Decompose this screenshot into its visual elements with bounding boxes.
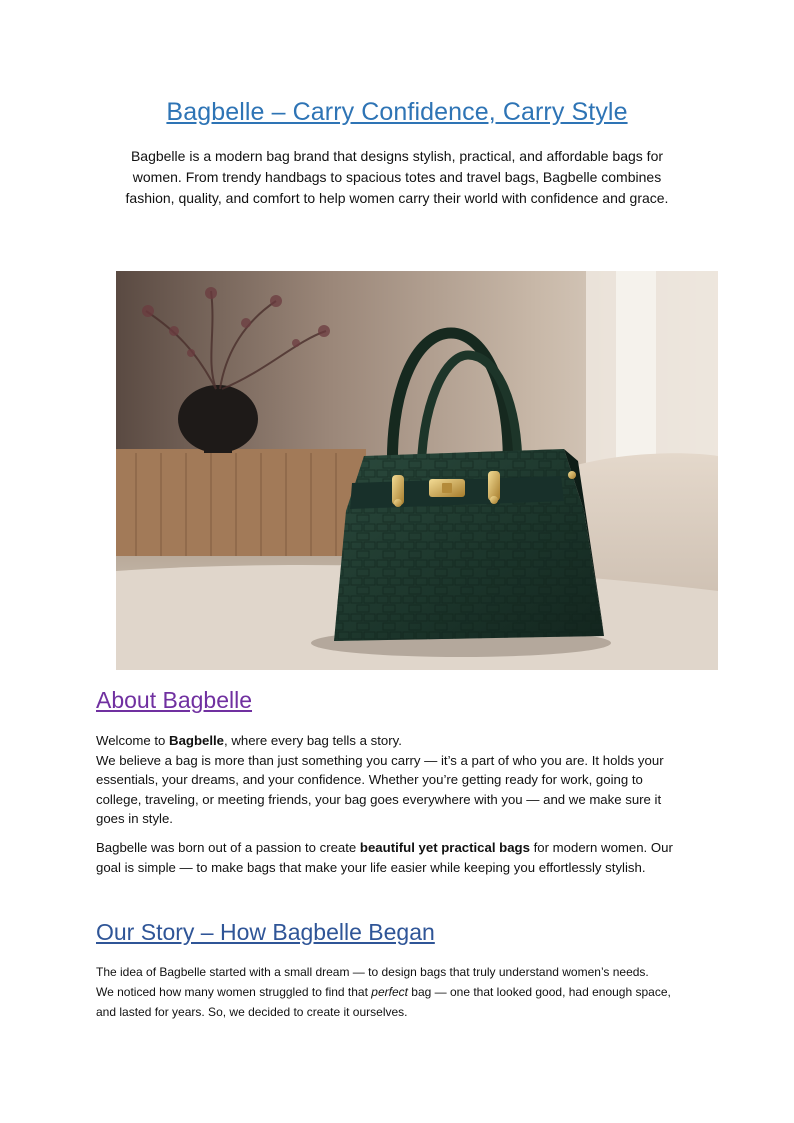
intro-line: women. From trendy handbags to spacious totes and travel bags, Bagbelle combines [132,169,662,185]
story-line: The idea of Bagbelle started with a small dream — to design bags that truly understand women’s needs. [96,965,649,979]
about-paragraph-2 [96,838,698,877]
intro-line: fashion, quality, and comfort to help women carry their world with confidence and grace. [125,190,669,206]
about-line [96,731,698,751]
intro-line: Bagbelle is a modern bag brand that designs stylish, practical, and affordable bags for [130,148,664,164]
about-heading: About Bagbelle [96,687,253,713]
about-line: We believe a bag is more than just something you carry — it’s a part of who you are. It holds your [96,752,664,768]
story-paragraph [96,962,706,1022]
about-line: goes in style. [96,811,173,826]
emphasis-italic: perfect [371,985,408,999]
about-text: , where every bag tells a story. [224,733,402,748]
about-text: Bagbelle was born out of a passion to create [96,840,360,855]
story-text: We noticed how many women struggled to find that [96,985,372,999]
story-line [96,982,706,1002]
hero-handbag-image [116,271,718,670]
about-line [96,838,698,858]
about-text: for modern women. Our [529,840,673,855]
brand-name-bold: Bagbelle [169,733,225,748]
about-line: goal is simple — to make bags that make your life easier while keeping you effortlessly stylish. [96,859,646,875]
about-line: college, traveling, or meeting friends, your bag goes everywhere with you — and we make sure it [96,791,662,807]
intro-paragraph [100,146,694,209]
story-heading: Our Story – How Bagbelle Began [96,919,435,945]
about-line: essentials, your dreams, and your confidence. Whether you’re getting ready for work, going to [96,772,643,787]
emphasis-bold: beautiful yet practical bags [359,840,530,855]
page-title: Bagbelle – Carry Confidence, Carry Style [166,98,628,126]
about-paragraph-1 [96,731,698,829]
about-text: Welcome to [96,733,170,748]
story-line: and lasted for years. So, we decided to create it ourselves. [96,1005,408,1019]
story-text: bag — one that looked good, had enough space, [407,985,671,999]
